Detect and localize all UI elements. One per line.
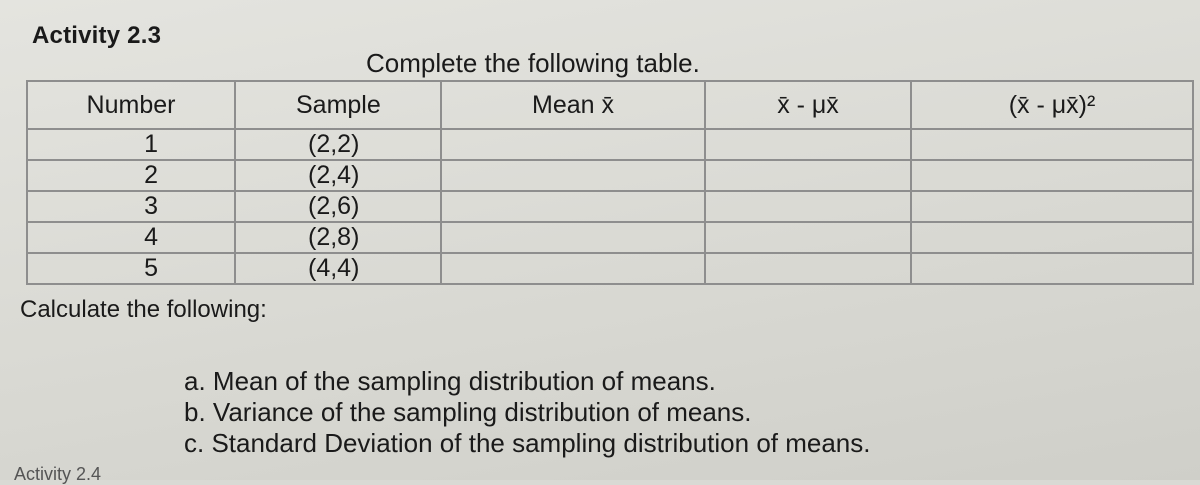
squared-deviation-cell[interactable] (911, 222, 1193, 253)
deviation-cell[interactable] (705, 222, 911, 253)
header-squared-deviation: (x̄ - μx̄)² (911, 81, 1193, 129)
question-list (184, 366, 871, 459)
squared-deviation-cell[interactable] (911, 253, 1193, 284)
squared-deviation-cell[interactable] (911, 191, 1193, 222)
question-b: b. Variance of the sampling distribution of means. (184, 397, 752, 427)
row-number: 5 (27, 253, 235, 284)
row-sample: (2,6) (235, 191, 441, 222)
mean-cell[interactable] (441, 191, 705, 222)
table-row (27, 160, 1193, 191)
table-header-row (27, 81, 1193, 129)
question-a: a. Mean of the sampling distribution of means. (184, 366, 716, 396)
header-mean: Mean x̄ (441, 81, 705, 129)
table-row (27, 253, 1193, 284)
row-sample: (2,2) (235, 129, 441, 160)
squared-deviation-cell[interactable] (911, 129, 1193, 160)
mean-cell[interactable] (441, 222, 705, 253)
table-row (27, 129, 1193, 160)
row-sample: (4,4) (235, 253, 441, 284)
activity-title: Activity 2.3 (32, 22, 162, 49)
row-number: 4 (27, 222, 235, 253)
question-c: c. Standard Deviation of the sampling distribution of means. (184, 428, 871, 458)
deviation-cell[interactable] (705, 129, 911, 160)
deviation-cell[interactable] (705, 191, 911, 222)
header-deviation: x̄ - μx̄ (705, 81, 911, 129)
row-number: 1 (27, 129, 235, 160)
sampling-table (26, 80, 1192, 285)
row-sample: (2,4) (235, 160, 441, 191)
deviation-cell[interactable] (705, 253, 911, 284)
header-number: Number (27, 81, 235, 129)
squared-deviation-cell[interactable] (911, 160, 1193, 191)
table-row (27, 222, 1193, 253)
mean-cell[interactable] (441, 160, 705, 191)
header-sample: Sample (235, 81, 441, 129)
table-instruction: Complete the following table. (366, 48, 700, 78)
calculate-heading: Calculate the following: (20, 296, 267, 323)
next-activity-heading: Activity 2.4 (14, 464, 102, 484)
row-sample: (2,8) (235, 222, 441, 253)
row-number: 3 (27, 191, 235, 222)
mean-cell[interactable] (441, 129, 705, 160)
table-row (27, 191, 1193, 222)
row-number: 2 (27, 160, 235, 191)
mean-cell[interactable] (441, 253, 705, 284)
deviation-cell[interactable] (705, 160, 911, 191)
